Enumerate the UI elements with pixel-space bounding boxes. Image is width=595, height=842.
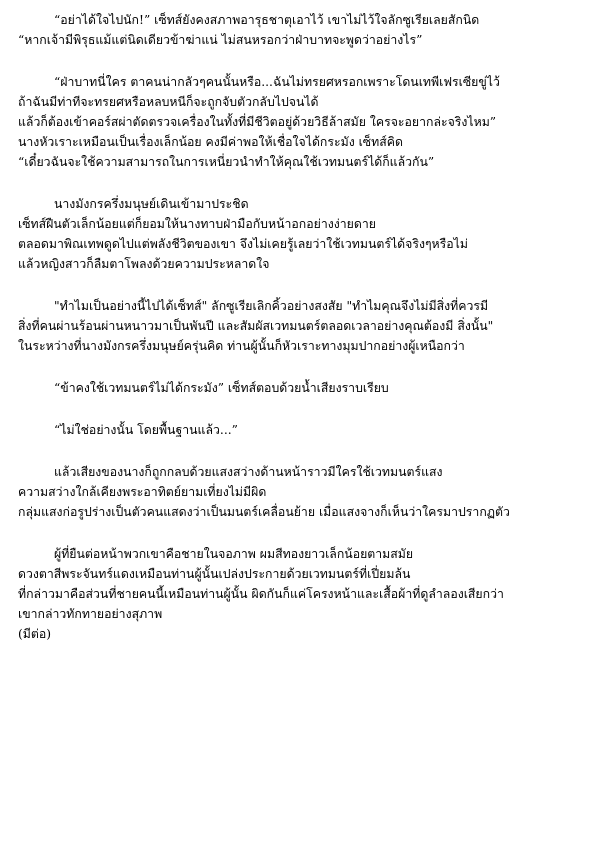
text-line: “ข้าคงใช้เวทมนตร์ไม่ได้กระมัง” เซ็ทส์ตอบด้วยน้ำเสียงราบเรียบ — [54, 381, 389, 395]
text-line: ความสว่างใกล้เคียงพระอาทิตย์ยามเที่ยงไม่มีผิด — [18, 485, 267, 499]
text-line: “อย่าได้ใจไปนัก!” เซ็ทส์ยังคงสภาพอารุธชาตุเอาไว้ เขาไม่ไว้ใจลักซูเรียเลยสักนิด — [54, 13, 480, 27]
paragraph-luxuria-question — [18, 296, 585, 356]
text-line: ถ้าฉันมีท่าทีจะทรยศหรือหลบหนีก็จะถูกจับตัวกลับไปจนได้ — [18, 95, 319, 109]
text-line: “ฝ่าบาทนี่ใคร ตาคนน่ากลัวๆคนนั้นหรือ...ฉันไม่ทรยศหรอกเพราะโดนเทพีเฟรเซียขู่ไว้ — [54, 75, 500, 89]
text-line: แล้วก็ต้องเข้าคอร์สผ่าตัดตรวจเครื่องในทั้งที่มีชีวิตอยู่ด้วยวิธีล้าสมัย ใครจะอยากล่ะจริงไหม” — [18, 115, 497, 129]
text-line: “หากเจ้ามีพิรุธแม้แต่นิดเดียวข้าฆ่าแน่ ไม่สนหรอกว่าฝ่าบาทจะพูดว่าอย่างไร” — [18, 33, 423, 47]
text-line: ที่กล่าวมาคือส่วนที่ชายคนนี้เหมือนท่านผู้นั้น ผิดกันก็แค่โครงหน้าและเสื้อผ้าที่ดูลำลองเสียกว่า — [18, 587, 504, 601]
paragraph-light-appears — [18, 462, 585, 522]
paragraph-luxuria-reply — [18, 72, 585, 172]
text-line: “ไม่ใช่อย่างนั้น โดยพื้นฐานแล้ว...” — [54, 423, 238, 437]
text-line: ดวงตาสีพระจันทร์แดงเหมือนท่านผู้นั้นเปล่งประกายด้วยเวทมนตร์ที่เปี่ยมล้น — [18, 567, 411, 581]
text-line: ตลอดมาพิณเทพดูดไปแต่พลังชีวิตของเขา จึงไม่เคยรู้เลยว่าใช้เวทมนตร์ได้จริงๆหรือไม่ — [18, 237, 468, 251]
continued-note: (มีต่อ) — [18, 627, 52, 641]
text-line: สิ่งที่คนผ่านร้อนผ่านหนาวมาเป็นพันปี และสัมผัสเวทมนตร์ตลอดเวลาอย่างคุณต้องมี สิ่งนั้น" — [18, 319, 494, 333]
paragraph-setsu-answer — [18, 378, 585, 398]
text-line: เซ็ทส์ฝืนตัวเล็กน้อยแต่ก็ยอมให้นางทาบฝ่ามือกับหน้าอกอย่างง่ายดาย — [18, 217, 376, 231]
text-line: แล้วเสียงของนางก็ถูกกลบด้วยแสงสว่างด้านหน้าราวมีใครใช้เวทมนตร์แสง — [54, 465, 443, 479]
text-line: นางมังกรครึ่งมนุษย์เดินเข้ามาประชิด — [54, 197, 249, 211]
text-line: “เดี๋ยวฉันจะใช้ความสามารถในการเหนี่ยวนำทำให้คุณใช้เวทมนตร์ได้ก็แล้วกัน” — [18, 155, 435, 169]
paragraph-dragon-approach — [18, 194, 585, 274]
text-line: นางหัวเราะเหมือนเป็นเรื่องเล็กน้อย คงมีค่าพอให้เชื่อใจได้กระมัง เซ็ทส์คิด — [18, 135, 403, 149]
text-line: ในระหว่างที่นางมังกรครึ่งมนุษย์ครุ่นคิด ท่านผู้นั้นก็หัวเราะทางมุมปากอย่างผู้เหนือกว่า — [18, 339, 465, 353]
text-line: เขากล่าวทักทายอย่างสุภาพ — [18, 607, 163, 621]
paragraph-not-so — [18, 420, 585, 440]
text-line: กลุ่มแสงก่อรูปร่างเป็นตัวคนแสดงว่าเป็นมนตร์เคลื่อนย้าย เมื่อแสงจางก็เห็นว่าใครมาปรากฏตัว — [18, 505, 510, 519]
text-line: ผู้ที่ยืนต่อหน้าพวกเขาคือชายในจอภาพ ผมสีทองยาวเล็กน้อยตามสมัย — [54, 547, 414, 561]
paragraph-setsu-warning — [18, 10, 585, 50]
paragraph-man-description — [18, 544, 585, 644]
text-line: แล้วหญิงสาวก็ลืมตาโพลงด้วยความประหลาดใจ — [18, 257, 270, 271]
text-line: "ทำไมเป็นอย่างนี้ไปได้เซ็ทส์" ลักซูเรียเลิกคิ้วอย่างสงสัย "ทำไมคุณจึงไม่มีสิ่งที่ควรมี — [54, 299, 489, 313]
